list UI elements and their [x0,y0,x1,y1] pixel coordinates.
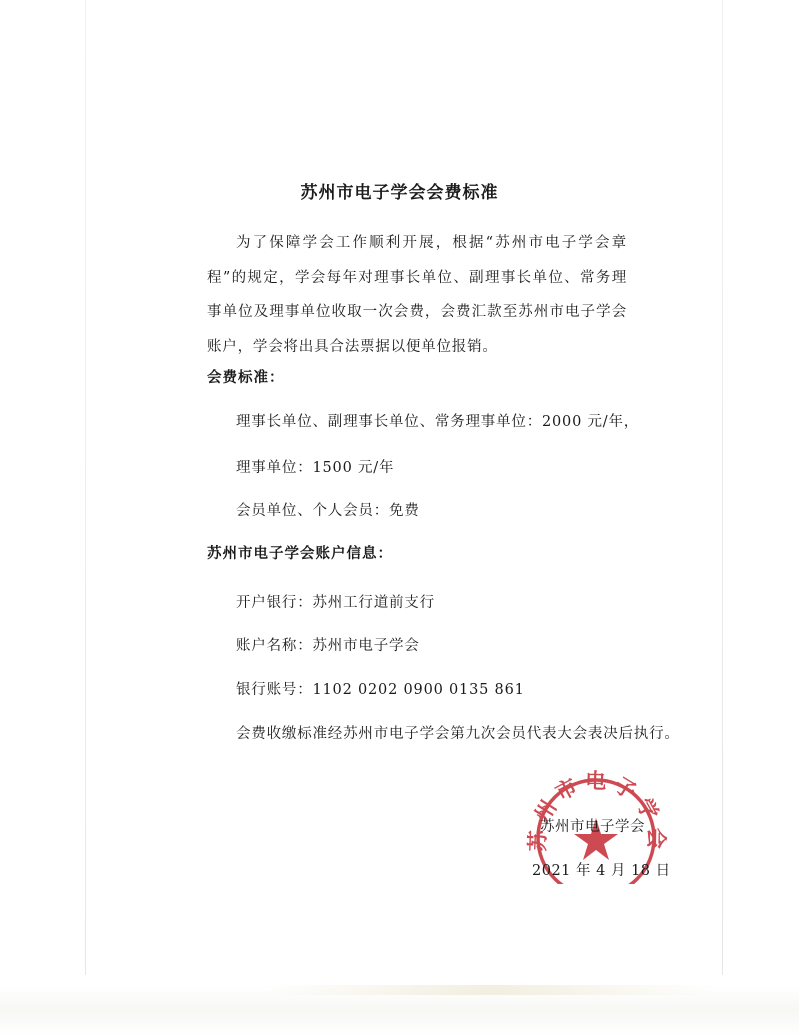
signature-organization: 苏州市电子学会 [540,819,645,835]
paper-edge-left [85,0,86,1035]
fee-item-member: 会员单位、个人会员：免费 [236,503,420,519]
signature-date: 2021 年 4 月 18 日 [532,863,671,879]
resolution-line: 会费收缴标准经苏州市电子学会第九次会员代表大会表决后执行。 [236,726,680,742]
seal-arc-text: 苏州市电子学会 [524,768,669,856]
account-bank: 开户银行：苏州工行道前支行 [236,595,435,611]
account-number: 银行账号：1102 0202 0900 0135 861 [236,682,525,698]
paper-edge-right [722,0,723,1035]
paper-bottom-shadow [260,985,720,995]
fee-item-director: 理事单位：1500 元/年 [236,460,395,476]
fee-standard-heading: 会费标准： [207,370,285,386]
fee-item-council: 理事长单位、副理事长单位、常务理事单位：2000 元/年， [236,414,640,430]
document-title: 苏州市电子学会会费标准 [300,183,499,203]
paper-bottom-strip [0,975,799,1035]
account-name: 账户名称：苏州市电子学会 [236,638,420,654]
intro-paragraph: 为了保障学会工作顺利开展，根据“苏州市电子学会章程”的规定，学会每年对理事长单位、副理事长单位、常务理事单位及理事单位收取一次会费，会费汇款至苏州市电子学会账户，学会将出具合法票据以便单位报销。 [207,235,627,355]
account-info-heading: 苏州市电子学会账户信息： [207,546,393,562]
